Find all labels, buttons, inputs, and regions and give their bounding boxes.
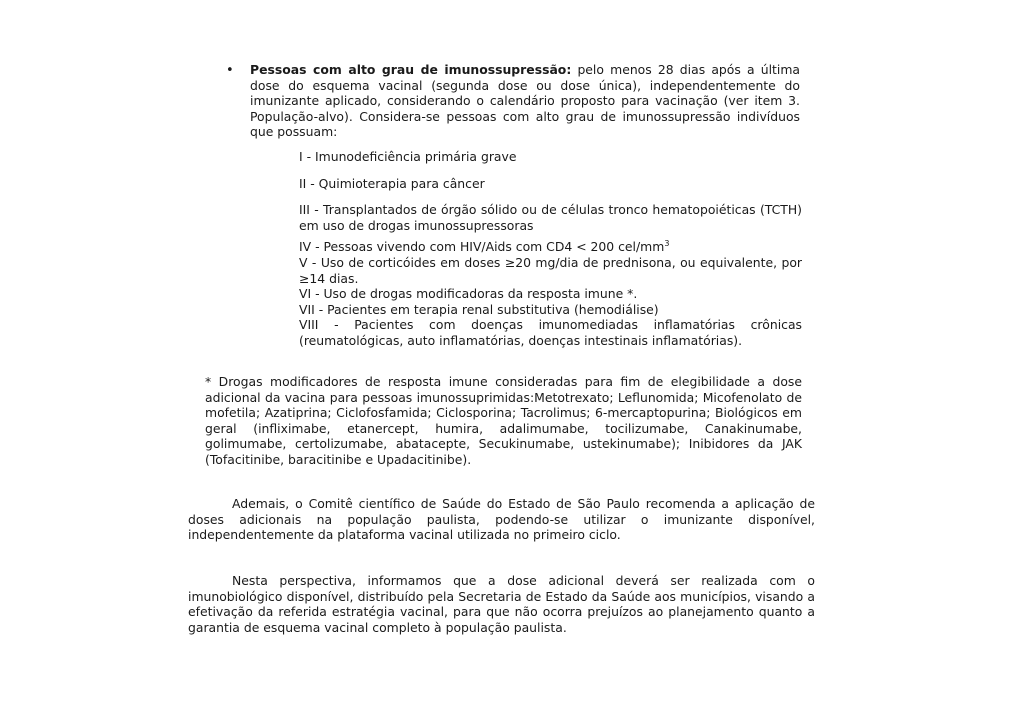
bullet-heading: Pessoas com alto grau de imunossupressão: [250,62,572,77]
footnote [205,374,802,468]
paragraph-perspective-text: Nesta perspectiva, informamos que a dose adicional deverá ser realizada com o imunobiológico disponível, distribuído pela Secretaria de Estado da Saúde aos municípios, visando a efetivação da referida estratégia vacinal, para que não ocorra prejuízos ao planejamento quanto a garantia de esquema vacinal completo à população paulista. [188,573,815,635]
criteria-item-2: II - Quimioterapia para câncer [299,176,485,191]
criteria-list-continued [299,255,802,349]
criteria-item-5: V - Uso de corticóides em doses ≥20 mg/dia de prednisona, ou equivalente, por ≥14 dias. [299,255,802,286]
criteria-item [299,176,802,192]
criteria-item-4-text: IV - Pessoas vivendo com HIV/Aids com CD4 < 200 cel/mm [299,239,665,254]
paragraph-recommendation [188,496,815,543]
superscript: 3 [664,239,670,248]
criteria-item-4 [299,239,802,255]
criteria-item [299,149,802,165]
criteria-item-8: VIII - Pacientes com doenças imunomediadas inflamatórias crônicas (reumatológicas, auto inflamatórias, doenças intestinais inflamatórias). [299,317,802,348]
criteria-item [299,239,802,255]
criteria-item-3: III - Transplantados de órgão sólido ou de células tronco hematopoiéticas (TCTH) em uso de drogas imunossupressoras [299,202,802,233]
criteria-item [299,202,802,233]
paragraph-recommendation-text: Ademais, o Comitê científico de Saúde do Estado de São Paulo recomenda a aplicação de doses adicionais na população paulista, podendo-se utilizar o imunizante disponível, independentemente da plataforma vacinal utilizada no primeiro ciclo. [188,496,815,543]
criteria-item-7: VII - Pacientes em terapia renal substitutiva (hemodiálise) [299,301,659,317]
bullet-text: pelo menos 28 dias após a última dose do esquema vacinal (segunda dose ou dose única), independentemente do imunizante aplicado, considerando o calendário proposto para vacinação (ver item 3. População-alvo). Considera-se pessoas com alto grau de imunossupressão indivíduos que possuam: [250,62,800,140]
criteria-item-6: VI - Uso de drogas modificadoras da resposta imune *. [299,286,638,302]
criteria-item-1: I - Imunodeficiência primária grave [299,149,517,164]
paragraph-perspective [188,573,815,635]
bullet-paragraph [250,62,800,140]
footnote-text: * Drogas modificadores de resposta imune consideradas para fim de elegibilidade a dose adicional da vacina para pessoas imunossuprimidas:Metotrexato; Leflunomida; Micofenolato de mofetila; Azatiprina; Ciclofosfamida; Ciclosporina; Tacrolimus; 6-mercaptopurina; Biológicos em geral (infliximabe, etanercept, humira, adalimumabe, tocilizumabe, Canakinumabe, golimumabe, certolizumabe, abatacepte, Secukinumabe, ustekinumabe); Inibidores da JAK (Tofacitinibe, baracitinibe e Upadacitinibe). [205,374,802,467]
bullet-icon: • [226,63,234,78]
